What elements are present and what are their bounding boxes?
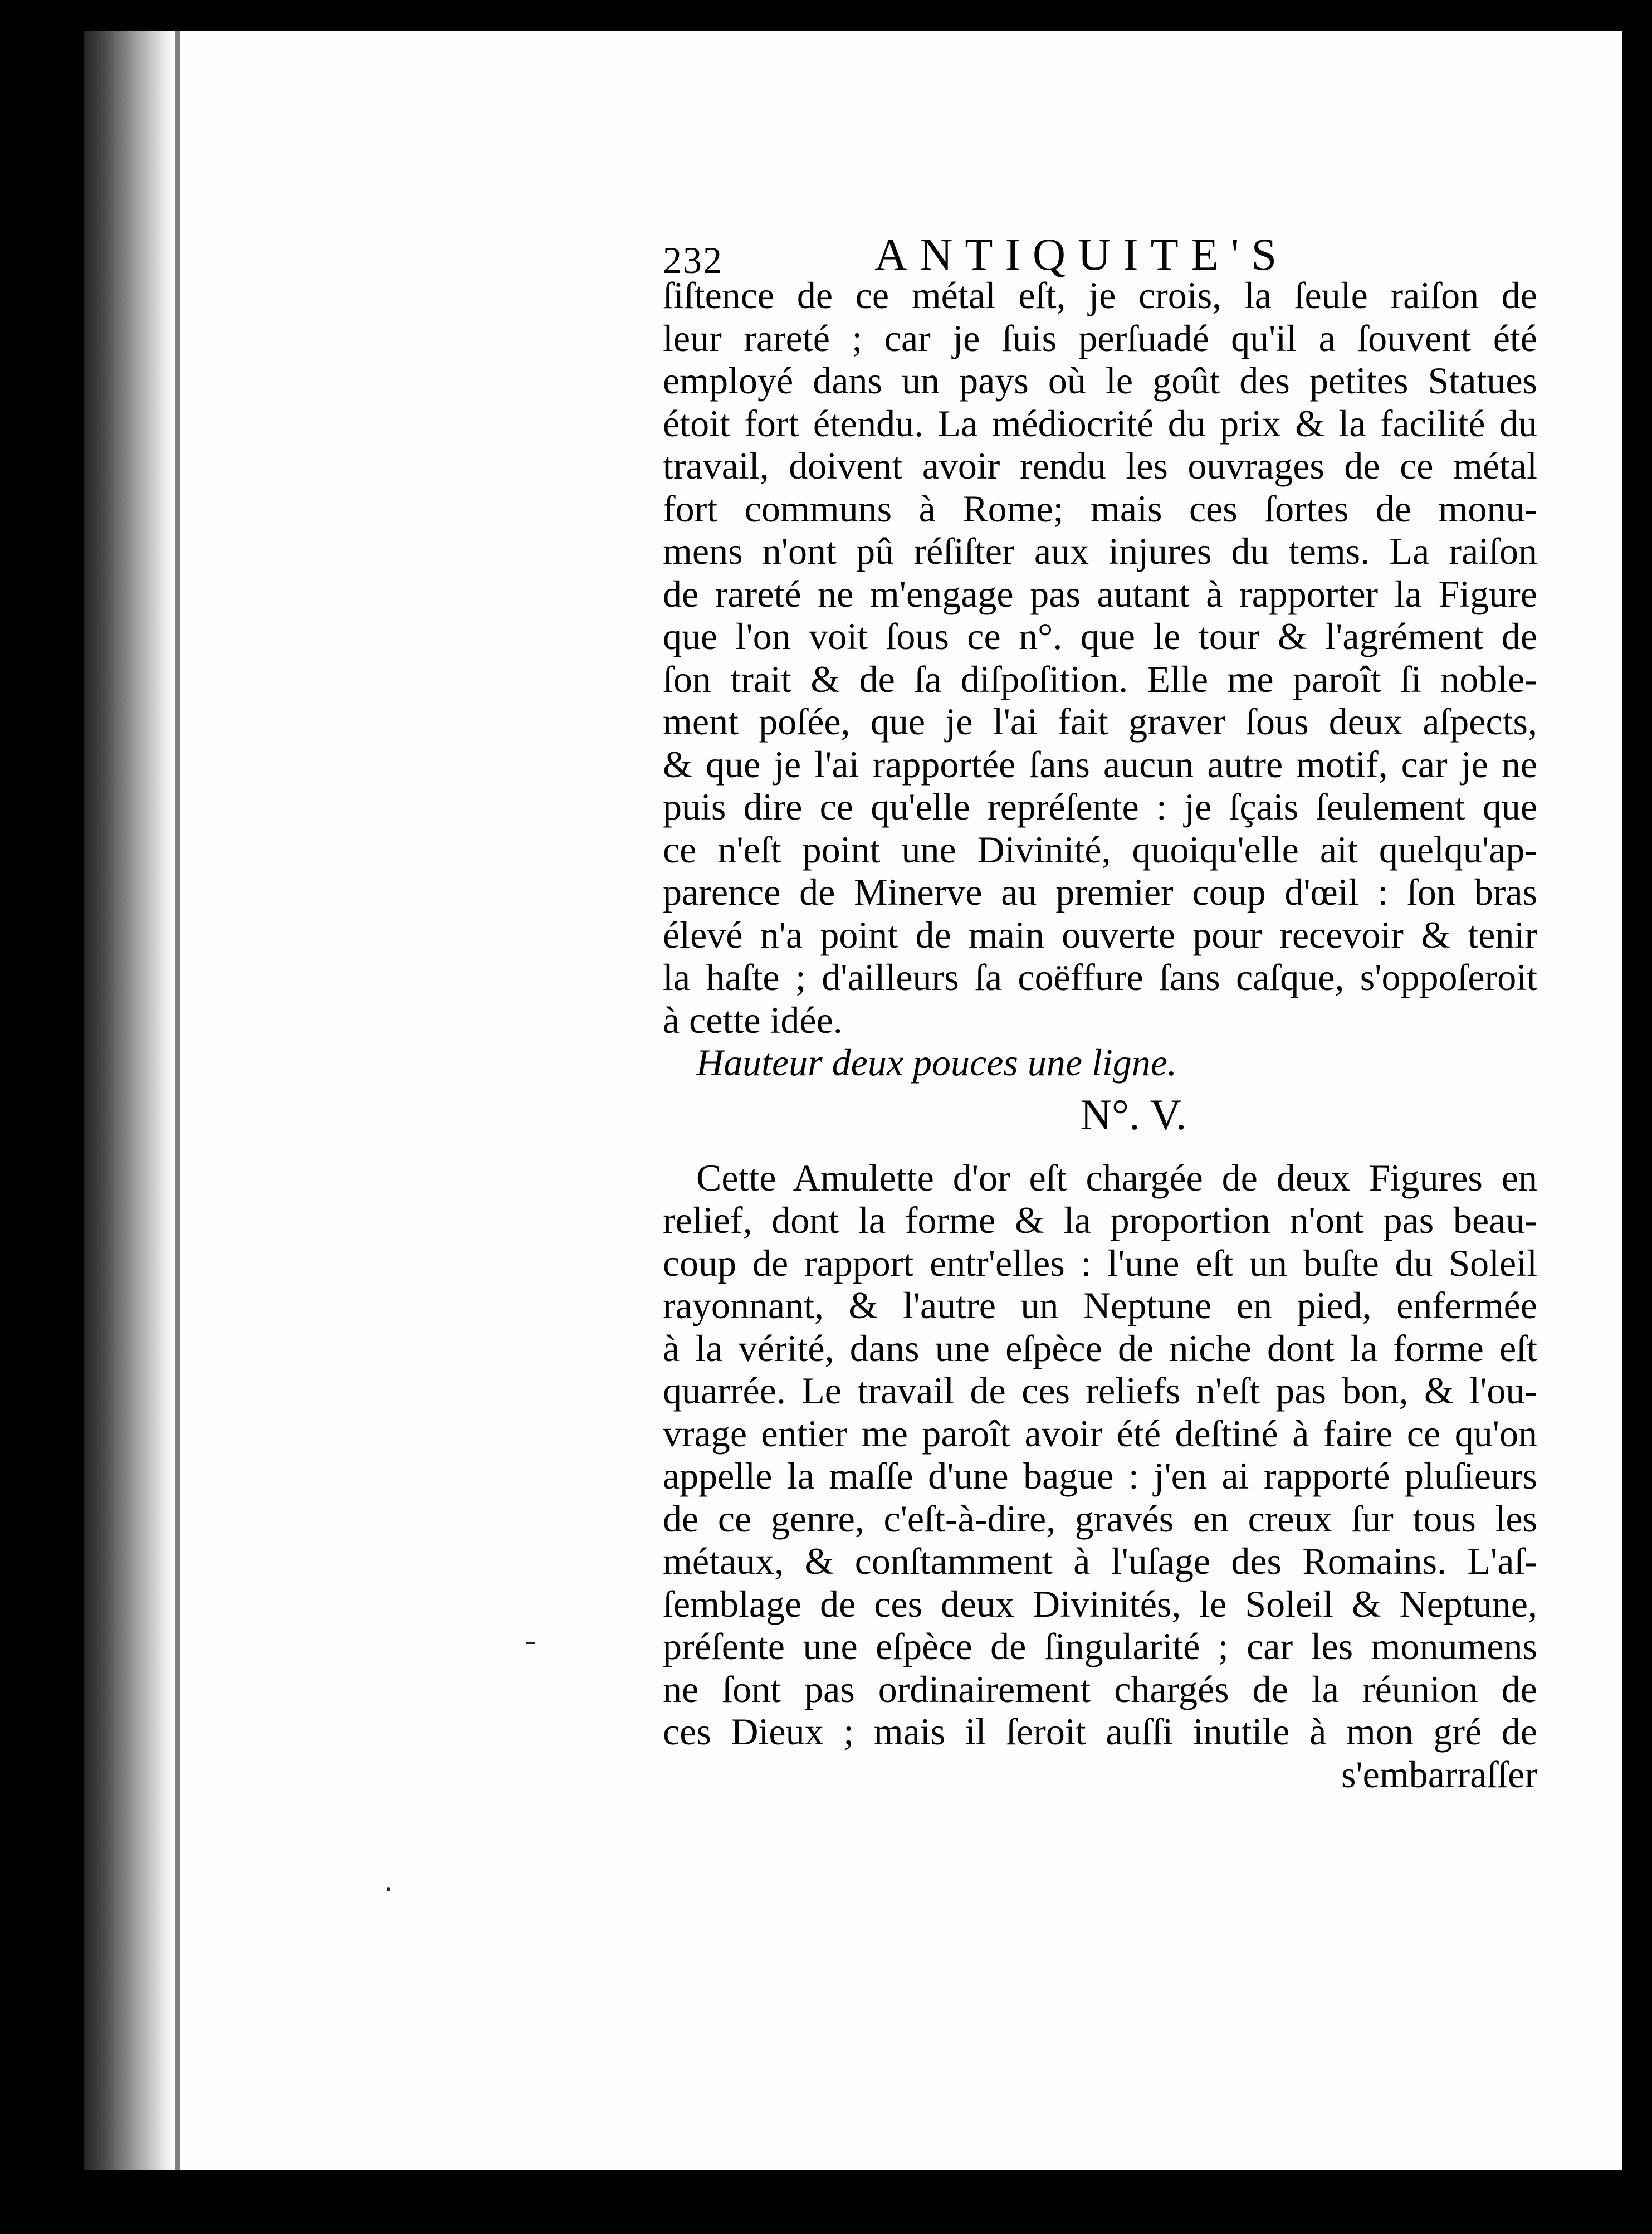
text-line: la haſte ; d'ailleurs ſa coëffure ſans caſque, s'oppoſeroit <box>663 956 1537 998</box>
text-line: Cette Amulette d'or eſt chargée de deux Figures en <box>696 1156 1537 1199</box>
paragraph-2 <box>663 1157 1537 1753</box>
margin-mark <box>526 1642 535 1644</box>
page-number: 232 <box>663 239 723 281</box>
text-line: mens n'ont pû réſiſter aux injures du tems. La raiſon <box>663 530 1537 572</box>
ink-speck <box>387 1887 390 1891</box>
text-line: employé dans un pays où le goût des petites Statues <box>663 359 1537 402</box>
page-binding-edge <box>175 31 180 2170</box>
text-line: travail, doivent avoir rendu les ouvrages de ce métal <box>663 445 1537 487</box>
text-line: fort communs à Rome; mais ces ſortes de monu- <box>663 487 1537 530</box>
text-line: leur rareté ; car je ſuis perſuadé qu'il a ſouvent été <box>663 316 1537 359</box>
text-line: à cette idée. <box>663 998 843 1041</box>
text-line: de rareté ne m'engage pas autant à rapporter la Figure <box>663 572 1537 615</box>
catchword: s'embarraſſer <box>1341 1753 1537 1796</box>
text-line: parence de Minerve au premier coup d'œil : ſon bras <box>663 871 1537 913</box>
dimension-note: Hauteur deux pouces une ligne. <box>696 1041 1177 1084</box>
text-line: ment poſée, que je l'ai fait graver ſous deux aſpects, <box>663 700 1537 743</box>
text-line: à la vérité, dans une eſpèce de niche dont la forme eſt <box>663 1326 1537 1369</box>
paragraph-1 <box>663 274 1537 1041</box>
text-line: appelle la maſſe d'une bague : j'en ai rapporté pluſieurs <box>663 1455 1537 1497</box>
text-line: que l'on voit ſous ce n°. que le tour & l'agrément de <box>663 615 1537 657</box>
text-line: relief, dont la forme & la proportion n'ont pas beau- <box>663 1199 1537 1241</box>
text-line: ce n'eſt point une Divinité, quoiqu'elle ait quelqu'ap- <box>663 828 1537 871</box>
text-block <box>663 274 1537 1796</box>
text-line: & que je l'ai rapportée ſans aucun autre motif, car je ne <box>663 743 1537 786</box>
text-line: rayonnant, & l'autre un Neptune en pied, enfermée <box>663 1284 1537 1326</box>
section-heading: N°. V. <box>1080 1090 1187 1139</box>
text-line: métaux, & conſtamment à l'uſage des Romains. L'aſ- <box>663 1540 1537 1582</box>
text-line: élevé n'a point de main ouverte pour recevoir & tenir <box>663 913 1537 956</box>
text-line: de ce genre, c'eſt-à-dire, gravés en creux ſur tous les <box>663 1497 1537 1540</box>
text-line: ces Dieux ; mais il ſeroit auſſi inutile à mon gré de <box>663 1710 1537 1753</box>
text-line: ſiſtence de ce métal eſt, je crois, la ſeule raiſon de <box>663 274 1537 316</box>
text-line: quarrée. Le travail de ces reliefs n'eſt pas bon, & l'ou- <box>663 1369 1537 1412</box>
page-gutter-shadow <box>84 31 173 2170</box>
text-line: ſon trait & de ſa diſpoſition. Elle me paroît ſi noble- <box>663 657 1537 700</box>
text-line: ſemblage de ces deux Divinités, le Soleil & Neptune, <box>663 1582 1537 1625</box>
text-line: préſente une eſpèce de ſingularité ; car les monumens <box>663 1625 1537 1667</box>
running-title: ANTIQUITE'S <box>874 229 1289 280</box>
text-line: vrage entier me paroît avoir été deſtiné à faire ce qu'on <box>663 1412 1537 1455</box>
text-line: puis dire ce qu'elle repréſente : je ſçais ſeulement que <box>663 786 1537 828</box>
text-line: étoit fort étendu. La médiocrité du prix & la facilité du <box>663 402 1537 445</box>
text-line: ne ſont pas ordinairement chargés de la réunion de <box>663 1667 1537 1710</box>
text-line: coup de rapport entr'elles : l'une eſt un buſte du Soleil <box>663 1241 1537 1284</box>
